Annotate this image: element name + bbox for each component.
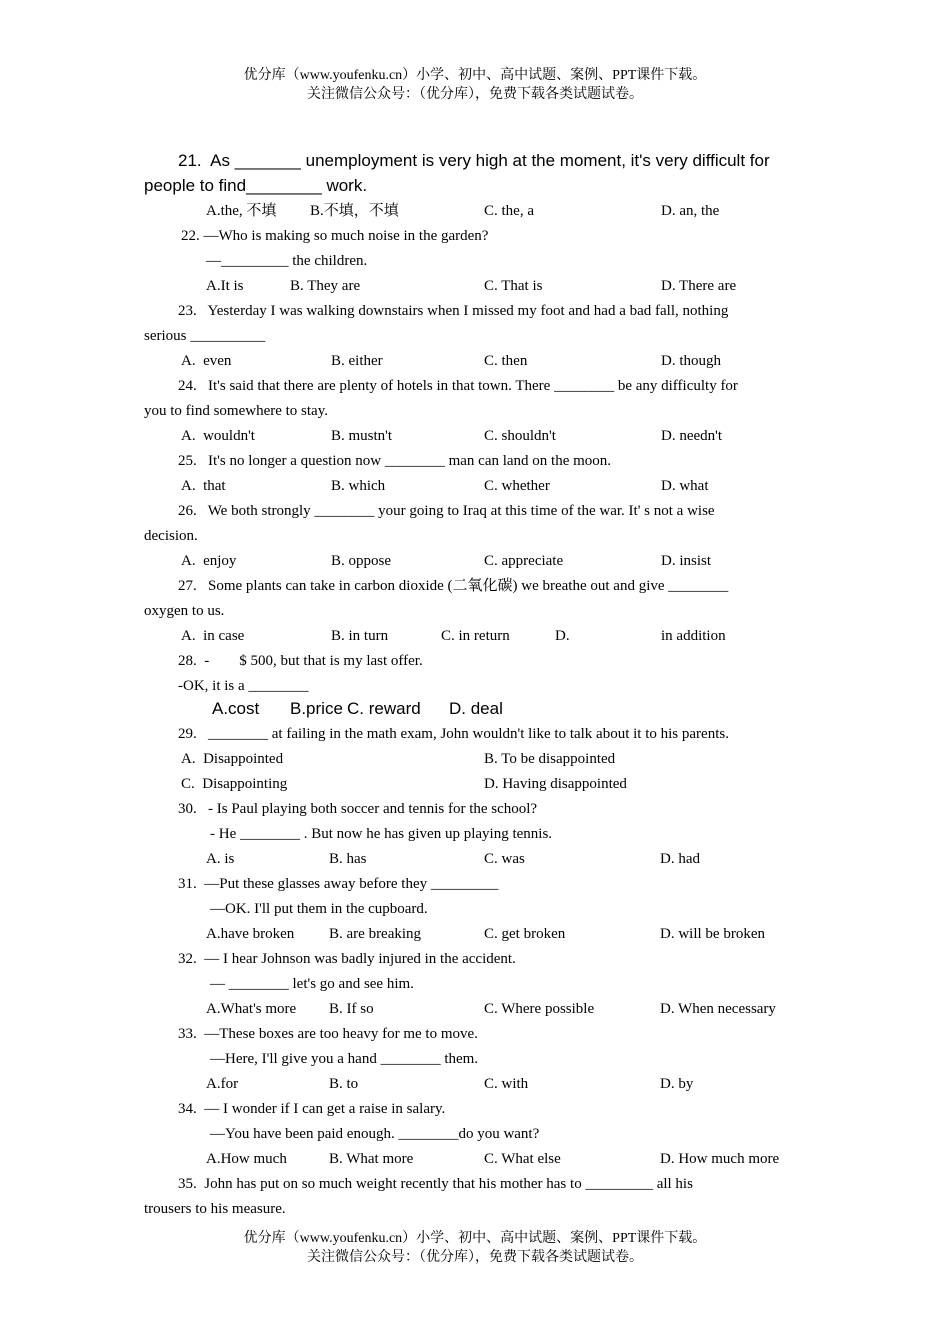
question-33-text-cont: —Here, I'll give you a hand ________ them. <box>210 1051 479 1067</box>
q33-option-c: C. with <box>484 1076 529 1092</box>
q30-option-c: C. was <box>484 851 525 867</box>
question-29-text: 29. ________ at failing in the math exam, John wouldn't like to talk about it to his parents. <box>178 726 729 742</box>
question-24-text: 24. It's said that there are plenty of hotels in that town. There ________ be any difficulty for <box>178 378 738 394</box>
q31-option-c: C. get broken <box>484 926 566 942</box>
q32-option-b: B. If so <box>329 1001 374 1017</box>
question-34-text-cont: —You have been paid enough. ________do you want? <box>210 1126 540 1142</box>
q29-option-b: B. To be disappointed <box>484 751 616 767</box>
question-27-text: 27. Some plants can take in carbon dioxide (二氧化碳) we breathe out and give ________ <box>178 578 729 594</box>
header-line-2: 关注微信公众号：（优分库），免费下载各类试题试卷。 <box>307 87 643 102</box>
q25-option-a: A. that <box>181 478 226 494</box>
q34-option-d: D. How much more <box>660 1151 780 1167</box>
q34-option-a: A.How much <box>206 1151 287 1167</box>
q32-option-c: C. Where possible <box>484 1001 595 1017</box>
q22-option-d: D. There are <box>661 278 737 294</box>
q33-option-d: D. by <box>660 1076 694 1092</box>
q28-option-c: C. reward <box>347 699 421 718</box>
q28-option-d: D. deal <box>449 699 503 718</box>
question-28-text: 28. - $ 500, but that is my last offer. <box>178 653 423 669</box>
question-23-text-cont: serious __________ <box>144 328 266 344</box>
q22-option-a: A.It is <box>206 278 244 294</box>
question-26-text-cont: decision. <box>144 528 198 544</box>
q27-option-a: A. in case <box>181 628 245 644</box>
question-26-text: 26. We both strongly ________ your going to Iraq at this time of the war. It' s not a wise <box>178 503 715 519</box>
q31-option-b: B. are breaking <box>329 926 422 942</box>
q22-option-b: B. They are <box>290 278 361 294</box>
q26-option-b: B. oppose <box>331 553 391 569</box>
footer-line-1: 优分库（www.youfenku.cn）小学、初中、高中试题、案例、PPT课件下载。 <box>243 1231 707 1246</box>
q24-option-b: B. mustn't <box>331 428 393 444</box>
q21-option-d: D. an, the <box>661 203 720 219</box>
question-22-text: 22. —Who is making so much noise in the garden? <box>181 228 489 244</box>
question-32-text: 32. — I hear Johnson was badly injured in the accident. <box>178 951 516 967</box>
q25-option-b: B. which <box>331 478 386 494</box>
q32-option-d: D. When necessary <box>660 1001 776 1017</box>
q26-option-c: C. appreciate <box>484 553 564 569</box>
q24-option-a: A. wouldn't <box>181 428 255 444</box>
question-34-text: 34. — I wonder if I can get a raise in salary. <box>178 1101 446 1117</box>
header-line-1: 优分库（www.youfenku.cn）小学、初中、高中试题、案例、PPT课件下载。 <box>243 68 707 83</box>
question-27-text-cont: oxygen to us. <box>144 603 225 619</box>
q26-option-d: D. insist <box>661 553 712 569</box>
q27-option-d-text: in addition <box>661 628 726 644</box>
question-33-text: 33. —These boxes are too heavy for me to move. <box>178 1026 478 1042</box>
question-22-text-cont: —_________ the children. <box>206 253 368 269</box>
q28-option-a: A.cost <box>212 699 260 718</box>
question-31-text: 31. —Put these glasses away before they _________ <box>178 876 499 892</box>
q24-option-c: C. shouldn't <box>484 428 556 444</box>
q30-option-d: D. had <box>660 851 700 867</box>
footer-line-2: 关注微信公众号：（优分库），免费下载各类试题试卷。 <box>307 1250 643 1265</box>
question-30-text-cont: - He ________ . But now he has given up playing tennis. <box>210 826 553 842</box>
q27-option-b: B. in turn <box>331 628 389 644</box>
question-35-text-cont: trousers to his measure. <box>144 1201 286 1217</box>
q30-option-b: B. has <box>329 851 367 867</box>
question-24-text-cont: you to find somewhere to stay. <box>144 403 328 419</box>
q24-option-d: D. needn't <box>661 428 723 444</box>
question-23-text: 23. Yesterday I was walking downstairs when I missed my foot and had a bad fall, nothing <box>178 303 729 319</box>
q23-option-c: C. then <box>484 353 528 369</box>
q27-option-c: C. in return <box>441 628 510 644</box>
q33-option-b: B. to <box>329 1076 359 1092</box>
q25-option-c: C. whether <box>484 478 550 494</box>
q34-option-c: C. What else <box>484 1151 561 1167</box>
q27-option-d: D. <box>555 628 570 644</box>
q23-option-d: D. though <box>661 353 721 369</box>
question-35-text: 35. John has put on so much weight recently that his mother has to _________ all his <box>178 1176 693 1192</box>
question-32-text-cont: — ________ let's go and see him. <box>210 976 414 992</box>
q21-option-a: A.the, 不填 <box>206 203 277 219</box>
q21-option-c: C. the, a <box>484 203 534 219</box>
q30-option-a: A. is <box>206 851 235 867</box>
q29-option-a: A. Disappointed <box>181 751 284 767</box>
q32-option-a: A.What's more <box>206 1001 297 1017</box>
q33-option-a: A.for <box>206 1076 239 1092</box>
q22-option-c: C. That is <box>484 278 543 294</box>
question-25-text: 25. It's no longer a question now ________ man can land on the moon. <box>178 453 612 469</box>
q34-option-b: B. What more <box>329 1151 414 1167</box>
q31-option-d: D. will be broken <box>660 926 765 942</box>
q31-option-a: A.have broken <box>206 926 295 942</box>
question-31-text-cont: —OK. I'll put them in the cupboard. <box>210 901 428 917</box>
question-30-text: 30. - Is Paul playing both soccer and tennis for the school? <box>178 801 538 817</box>
q26-option-a: A. enjoy <box>181 553 237 569</box>
q21-option-b: B.不填，不填 <box>310 203 399 219</box>
q23-option-a: A. even <box>181 353 232 369</box>
question-28-text-cont: -OK, it is a ________ <box>178 678 309 694</box>
q25-option-d: D. what <box>661 478 709 494</box>
q23-option-b: B. either <box>331 353 383 369</box>
question-21-text: 21. As _______ unemployment is very high at the moment, it's very difficult for <box>178 151 770 170</box>
q29-option-d: D. Having disappointed <box>484 776 627 792</box>
question-21-text-cont: people to find________ work. <box>144 176 368 195</box>
q28-option-b: B.price <box>290 699 343 718</box>
q29-option-c: C. Disappointing <box>181 776 288 792</box>
